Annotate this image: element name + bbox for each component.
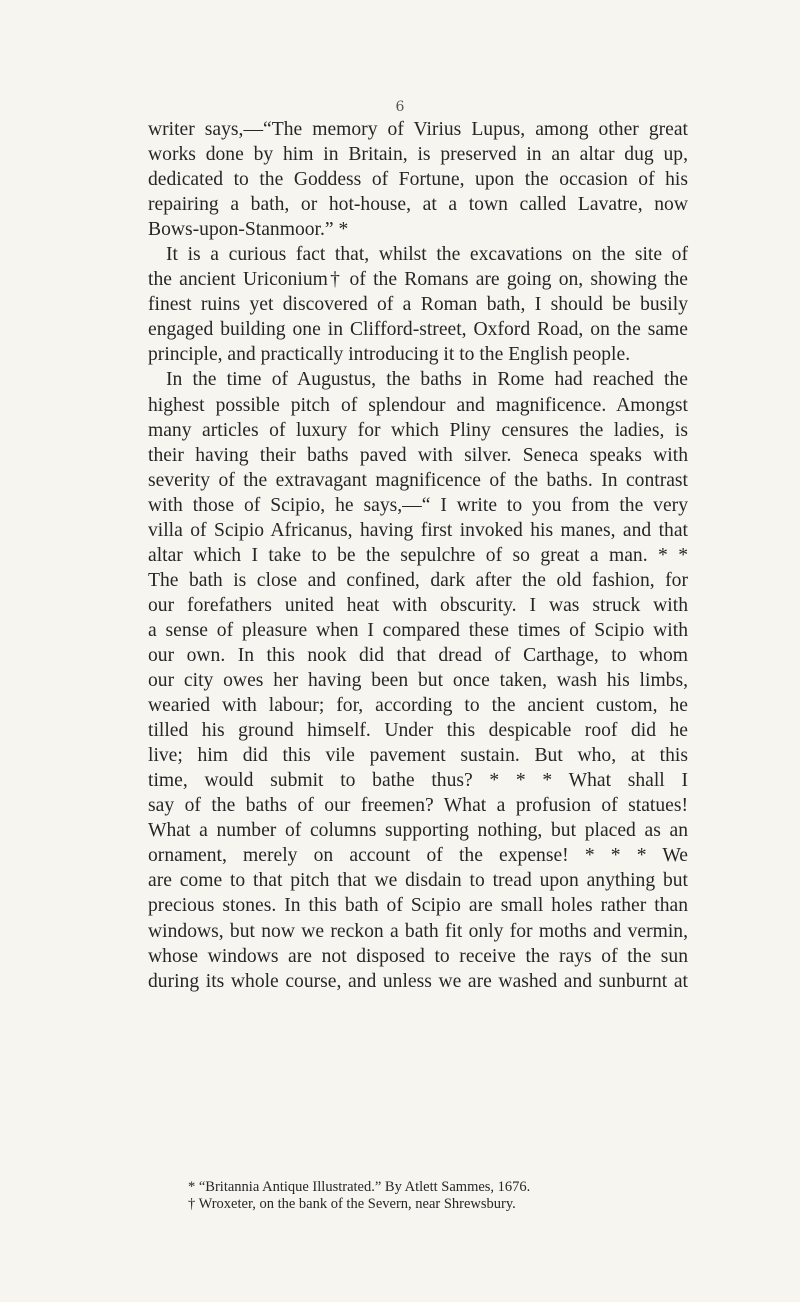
text-line: their having their baths paved with silver. Seneca speaks with — [148, 444, 688, 466]
body-text — [148, 117, 688, 994]
text-line: repairing a bath, or hot-house, at a town called Lavatre, now — [148, 194, 688, 216]
footnotes — [188, 1179, 708, 1213]
text-line: finest ruins yet discovered of a Roman bath, I should be busily — [148, 294, 688, 316]
text-line: works done by him in Britain, is preserved in an altar dug up, — [148, 144, 688, 166]
text-line: ornament, merely on account of the expense! * * * We — [148, 845, 688, 867]
text-line: severity of the extravagant magnificence of the baths. In contrast — [148, 469, 688, 491]
text-line: The bath is close and confined, dark after the old fashion, for — [148, 569, 688, 591]
text-line: live; him did this vile pavement sustain. But who, at this — [148, 745, 688, 767]
text-line: dedicated to the Goddess of Fortune, upon the occasion of his — [148, 169, 688, 191]
text-line: time, would submit to bathe thus? * * * What shall I — [148, 770, 688, 792]
text-line: principle, and practically introducing it to the English people. — [148, 344, 631, 366]
text-line: during its whole course, and unless we are washed and sunburnt at — [148, 970, 688, 992]
text-line: say of the baths of our freemen? What a profusion of statues! — [148, 795, 688, 817]
text-line: a sense of pleasure when I compared these times of Scipio with — [148, 619, 688, 641]
text-line: our own. In this nook did that dread of Carthage, to whom — [148, 644, 688, 666]
text-line: are come to that pitch that we disdain to tread upon anything but — [148, 870, 688, 892]
text-line: In the time of Augustus, the baths in Rome had reached the — [166, 369, 688, 391]
text-line: altar which I take to be the sepulchre of so great a man. * * — [148, 544, 688, 566]
text-line: Bows-upon-Stanmoor.” * — [148, 219, 349, 241]
text-line: engaged building one in Clifford-street, Oxford Road, on the same — [148, 319, 688, 341]
text-line: writer says,—“The memory of Virius Lupus, among other great — [148, 119, 688, 140]
text-line: precious stones. In this bath of Scipio are small holes rather than — [148, 895, 688, 917]
text-line: It is a curious fact that, whilst the excavations on the site of — [166, 244, 688, 266]
footnote: † Wroxeter, on the bank of the Severn, near Shrewsbury. — [188, 1196, 516, 1212]
footnote: * “Britannia Antique Illustrated.” By Atlett Sammes, 1676. — [188, 1179, 531, 1195]
page-number: 6 — [395, 99, 405, 115]
text-line: our forefathers united heat with obscurity. I was struck with — [148, 594, 688, 616]
text-line: whose windows are not disposed to receive the rays of the sun — [148, 945, 688, 967]
text-line: the ancient Uriconium† of the Romans are going on, showing the — [148, 269, 688, 291]
text-line: highest possible pitch of splendour and magnificence. Amongst — [148, 394, 688, 416]
text-line: What a number of columns supporting nothing, but placed as an — [148, 820, 688, 842]
text-line: windows, but now we reckon a bath fit only for moths and vermin, — [148, 920, 688, 942]
text-line: wearied with labour; for, according to the ancient custom, he — [148, 695, 688, 717]
text-line: villa of Scipio Africanus, having first invoked his manes, and that — [148, 519, 688, 541]
text-line: tilled his ground himself. Under this despicable roof did he — [148, 720, 688, 742]
text-line: many articles of luxury for which Pliny censures the ladies, is — [148, 419, 688, 441]
text-line: with those of Scipio, he says,—“ I write to you from the very — [148, 494, 688, 516]
text-line: our city owes her having been but once taken, wash his limbs, — [148, 670, 688, 692]
